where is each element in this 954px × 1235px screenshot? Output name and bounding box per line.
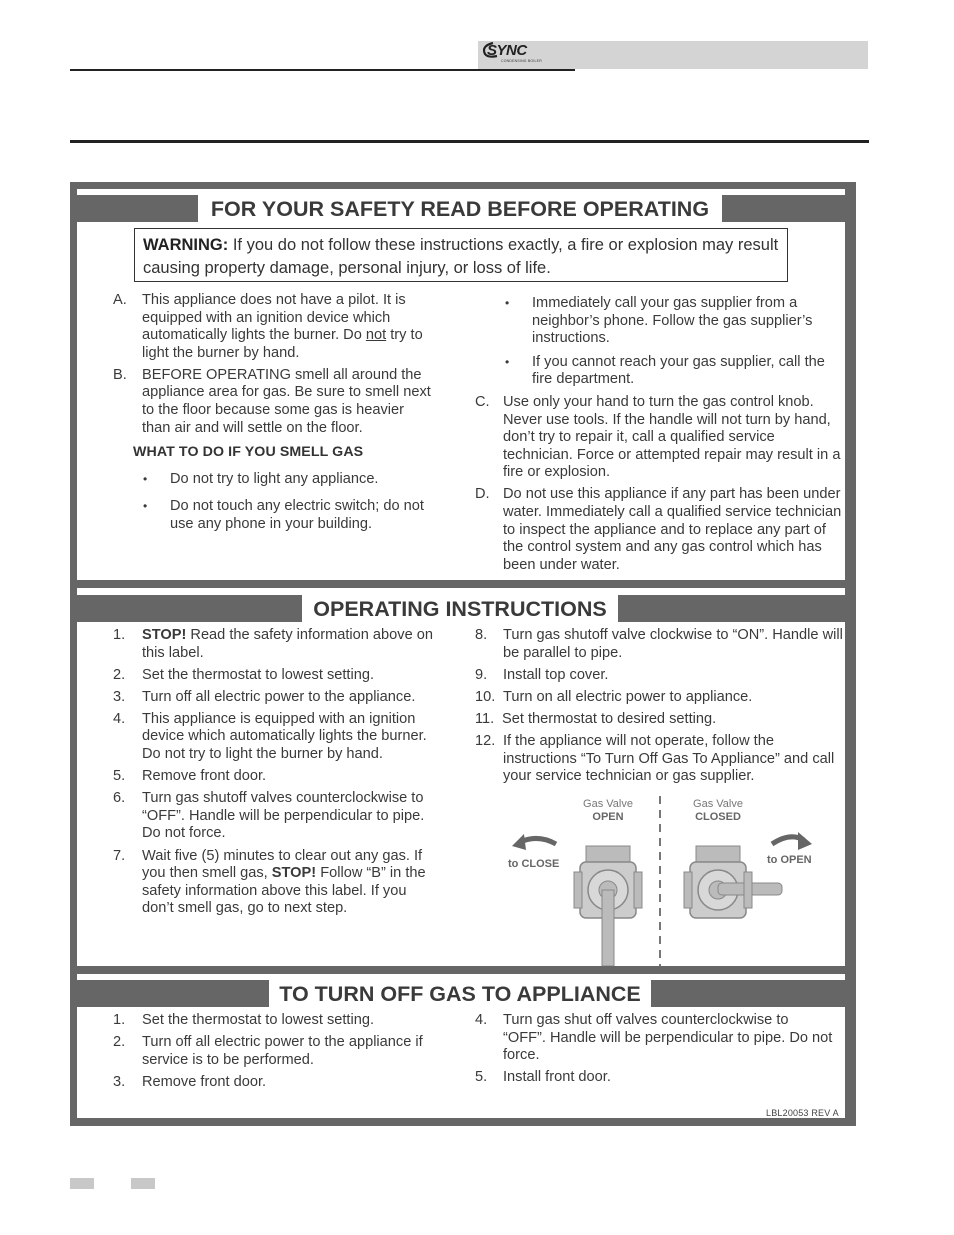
sync-logo <box>479 40 559 68</box>
warning-box <box>134 228 788 282</box>
footer-tab-right <box>131 1178 155 1189</box>
turnoff-step: 4. Turn gas shut off valves counterclockwise to “OFF”. Handle will be perpendicular to pipe. Do not force. <box>475 1012 833 1064</box>
safety-right-column <box>475 295 843 579</box>
operating-title: OPERATING INSTRUCTIONS <box>302 595 618 623</box>
header-rule <box>70 140 869 143</box>
turnoff-left-column <box>113 1012 433 1096</box>
operating-step: 12. If the appliance will not operate, follow the instructions “To Turn Off Gas To Appliance” and call your service technician or gas supplier. <box>475 732 835 785</box>
logo-text: SYNC <box>487 42 527 59</box>
turnoff-title: TO TURN OFF GAS TO APPLIANCE <box>269 980 651 1008</box>
closed-label-2: CLOSED <box>695 811 741 823</box>
safety-item-d: D. Do not use this appliance if any part has been under water. Immediately call a qualified service technician to inspect the appliance and to replace any part of the control system and any gas control which has been under water. <box>475 486 842 573</box>
operating-step: 7. Wait five (5) minutes to clear out any gas. If you then smell gas, STOP! Follow “B” in the safety information above this label. If you don’t smell gas, go to next step. <box>113 847 426 917</box>
open-label-2: OPEN <box>592 811 624 823</box>
safety-item-c: C. Use only your hand to turn the gas control knob. Never use tools. If the handle will not turn by hand, don’t try to repair it, call a qualified service technician. Force or attempted repair may result in a fire or explosion. <box>475 393 841 481</box>
operating-step: 10. Turn on all electric power to appliance. <box>475 688 753 705</box>
turnoff-step: 3. Remove front door. <box>113 1073 267 1090</box>
underlined-not: not <box>365 327 387 344</box>
open-label-1: Gas Valve <box>583 798 633 810</box>
operating-step: 11. Set thermostat to desired setting. <box>475 710 717 727</box>
operating-step: 8. Turn gas shutoff valve clockwise to “ON”. Handle will be parallel to pipe. <box>475 627 843 661</box>
operating-step: 9. Install top cover. <box>475 666 609 683</box>
smell-bullet: • Do not touch any electric switch; do not use any phone in your building. <box>143 498 424 533</box>
smell-gas-heading: WHAT TO DO IF YOU SMELL GAS <box>133 444 364 461</box>
operating-step: 6. Turn gas shutoff valves counterclockwise to “OFF”. Handle will be perpendicular to pipe. Do not force. <box>113 790 425 842</box>
smell-bullet: • If you cannot reach your gas supplier, call the fire department. <box>505 353 825 388</box>
logo-subtitle: CONDENSING BOILER <box>501 59 542 63</box>
operating-step: 2. Set the thermostat to lowest setting. <box>113 666 374 683</box>
safety-item-a: A. This appliance does not have a pilot. It is equipped with an ignition device which automatically lights the burner. Do not try to light the burner by hand. <box>113 292 423 361</box>
gas-valve-figure <box>500 794 830 966</box>
footer-tab-left <box>70 1178 94 1189</box>
closed-label-1: Gas Valve <box>693 798 743 810</box>
operating-step: 5. Remove front door. <box>113 768 267 785</box>
safety-item-b: B. BEFORE OPERATING smell all around the appliance area for gas. Be sure to smell next to the floor because some gas is heavier than air and will settle on the floor. <box>113 366 431 436</box>
safety-left-column <box>113 292 433 544</box>
warning-label: WARNING: <box>143 236 229 254</box>
label-code: LBL20053 REV A <box>766 1108 839 1118</box>
to-close-label: to CLOSE <box>508 858 560 870</box>
turnoff-step: 2. Turn off all electric power to the appliance if service is to be performed. <box>113 1034 423 1068</box>
turnoff-step: 5. Install front door. <box>475 1069 611 1086</box>
valve-open-icon <box>574 846 642 966</box>
operating-step: 3. Turn off all electric power to the appliance. <box>113 688 416 705</box>
operating-right-column <box>475 627 843 790</box>
warning-text: If you do not follow these instructions exactly, a fire or explosion may result causing property damage, personal injury, or loss of life. <box>143 236 779 277</box>
gas-valve-illustration <box>500 794 830 966</box>
safety-title: FOR YOUR SAFETY READ BEFORE OPERATING <box>198 195 722 223</box>
counterclockwise-arrow-icon <box>512 834 556 850</box>
header-rule-left <box>70 69 575 71</box>
operating-step: 4. This appliance is equipped with an ignition device which automatically lights the burner. Do not try to light the burner by hand. <box>113 710 427 763</box>
smell-bullet: • Do not try to light any appliance. <box>143 470 379 487</box>
operating-step: 1. STOP! Read the safety information above on this label. <box>113 627 433 661</box>
to-open-label: to OPEN <box>767 854 812 866</box>
turnoff-step: 1. Set the thermostat to lowest setting. <box>113 1012 374 1028</box>
turnoff-right-column <box>475 1012 835 1091</box>
operating-left-column <box>113 627 433 922</box>
clockwise-arrow-icon <box>772 832 812 850</box>
smell-bullet: • Immediately call your gas supplier from a neighbor’s phone. Follow the gas supplier’s instructions. <box>505 295 813 347</box>
